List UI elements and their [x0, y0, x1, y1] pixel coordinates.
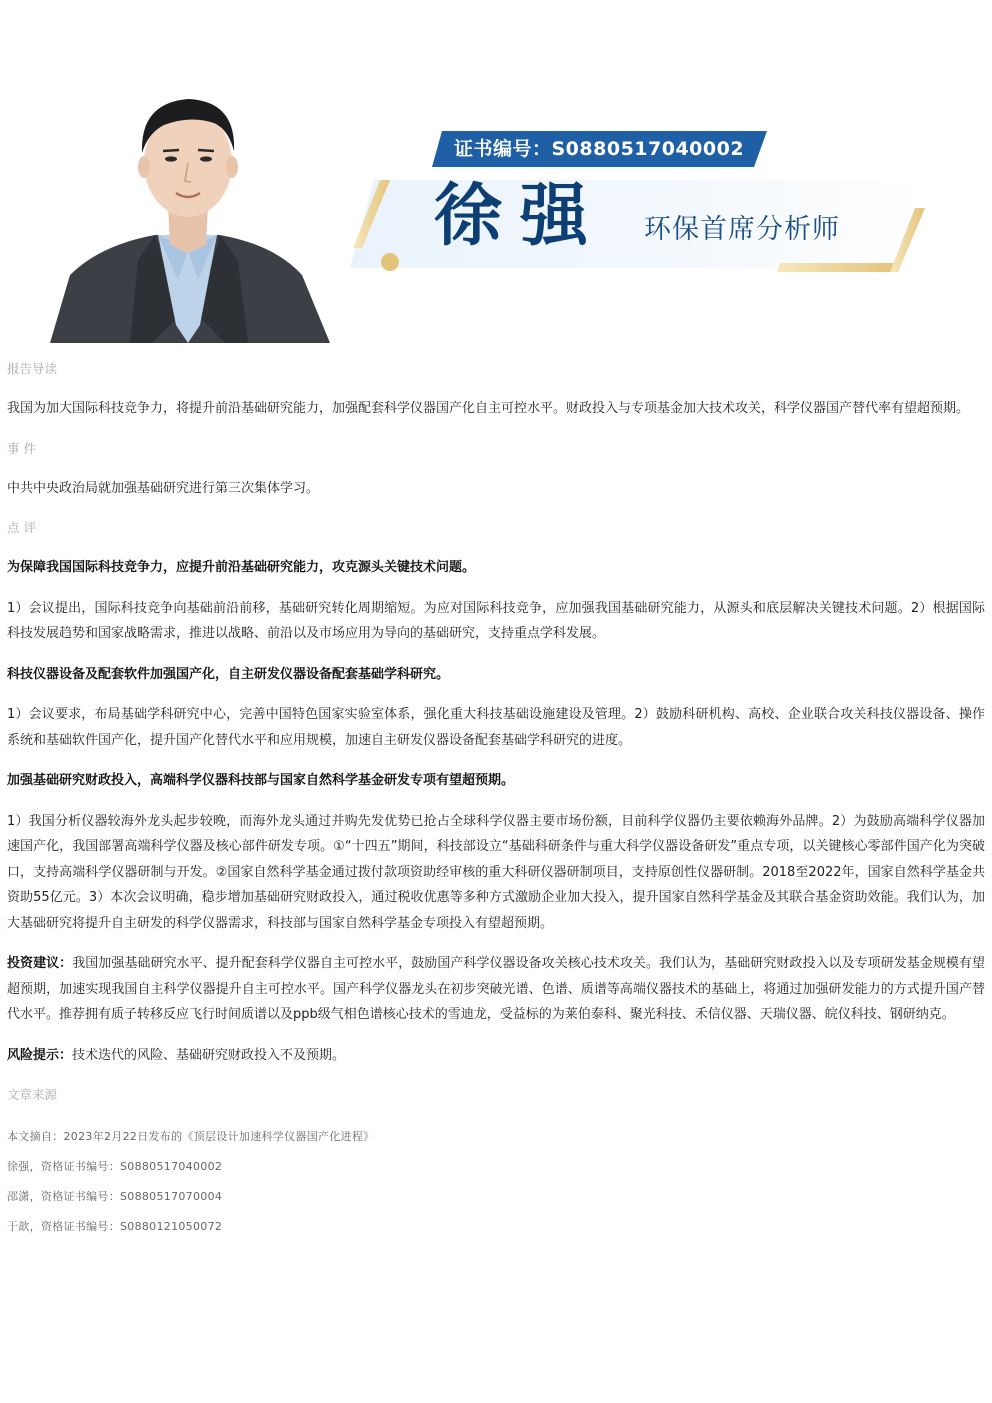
guide-paragraph: 我国为加大国际科技竞争力，将提升前沿基础研究能力，加强配套科学仪器国产化自主可控水平。财政投入与专项基金加大技术攻关，科学仪器国产替代率有望超预期。	[7, 401, 970, 416]
point3-paragraph: 1）我国分析仪器较海外龙头起步较晚，而海外龙头通过并购先发优势已抢占全球科学仪器主要市场份额，目前科学仪器仍主要依赖海外品牌。2）为鼓励高端科学仪器加速国产化，我国部署高端科学仪器及核心部件研发专项。①“十四五”期间，科技部设立“基础科研条件与重大科学仪器设备研发”重点专项，以关键核心零部件国产化为突破口，支持高端科学仪器研制与开发。②国家自然科学基金通过拨付款项资助经审核的重大科研仪器研制项目，支持原创性仪器研制。2018至2022年，国家自然科学基金共资助55亿元。3）本次会议明确，稳步增加基础研究财政投入，通过税收优惠等多种方式激励企业加大投入，提升国家自然科学基金及其联合基金资助效能。我们认为，加大基础研究将提升自主研发的科学仪器需求，科技部与国家自然科学基金专项投入有望超预期。	[7, 813, 985, 931]
certificate-tag	[432, 131, 767, 167]
portrait-figure	[40, 85, 335, 343]
point2-heading: 科技仪器设备及配套软件加强国产化，自主研发仪器设备配套基础学科研究。	[7, 666, 450, 682]
risk-label: 风险提示：	[7, 1047, 73, 1063]
header-banner	[0, 0, 992, 345]
article-body	[7, 356, 985, 1242]
analyst-title: 环保首席分析师	[644, 214, 840, 245]
point2-paragraph: 1）会议要求，布局基础学科研究中心，完善中国特色国家实验室体系，强化重大科技基础设施建设及管理。2）鼓励科研机构、高校、企业联合攻关科技仪器设备、操作系统和基础软件国产化，提升国产化替代水平和应用规模，加速自主研发仪器设备配套基础学科研究的进度。	[7, 707, 985, 748]
analyst-portrait	[40, 85, 335, 343]
investment-label: 投资建议：	[7, 956, 73, 971]
point1-heading: 为保障我国国际科技竞争力，应提升前沿基础研究能力，攻克源头关键技术问题。	[7, 560, 476, 575]
risk-text: 技术迭代的风险、基础研究财政投入不及预期。	[72, 1047, 346, 1063]
analyst-name: 徐强	[434, 176, 607, 256]
investment-advice	[7, 951, 985, 1028]
event-paragraph: 中共中央政治局就加强基础研究进行第三次集体学习。	[7, 480, 320, 496]
source-line: 本文摘自：2023年2月22日发布的《顶层设计加速科学仪器国产化进程》	[7, 1130, 375, 1143]
point1-paragraph: 1）会议提出，国际科技竞争向基础前沿前移，基础研究转化周期缩短。为应对国际科技竞争，应加强我国基础研究能力，从源头和底层解决关键技术问题。2）根据国际科技发展趋势和国家战略需求，推进以战略、前沿以及市场应用为导向的基础研究，支持重点学科发展。	[7, 600, 985, 641]
section-label-event: 事 件	[7, 440, 36, 456]
certificate-number: 证书编号：S0880517040002	[454, 138, 745, 160]
source-line: 于歆，资格证书编号：S0880121050072	[7, 1220, 223, 1233]
risk-warning	[7, 1043, 985, 1069]
point3-heading: 加强基础研究财政投入，高端科学仪器科技部与国家自然科学基金研发专项有望超预期。	[7, 773, 515, 788]
source-line: 徐强，资格证书编号：S0880517040002	[7, 1160, 223, 1173]
section-label-guide: 报告导读	[7, 361, 58, 376]
investment-text: 我国加强基础研究水平、提升配套科学仪器自主可控水平，鼓励国产科学仪器设备攻关核心技术攻关。我们认为，基础研究财政投入以及专项研发基金规模有望超预期，加速实现我国自主科学仪器提升自主可控水平。国产科学仪器龙头在初步突破光谱、色谱、质谱等高端仪器技术的基础上，将通过加强研发能力的方式提升国产替代水平。推荐拥有质子转移反应飞行时间质谱以及ppb级气相色谱核心技术的雪迪龙，受益标的为莱伯泰科、聚光科技、禾信仪器、天瑞仪器、皖仪科技、钢研纳克。	[7, 956, 985, 1022]
section-label-comment: 点 评	[7, 520, 36, 535]
section-label-source: 文章来源	[7, 1087, 58, 1102]
source-line: 邵潇，资格证书编号：S0880517070004	[7, 1190, 223, 1203]
